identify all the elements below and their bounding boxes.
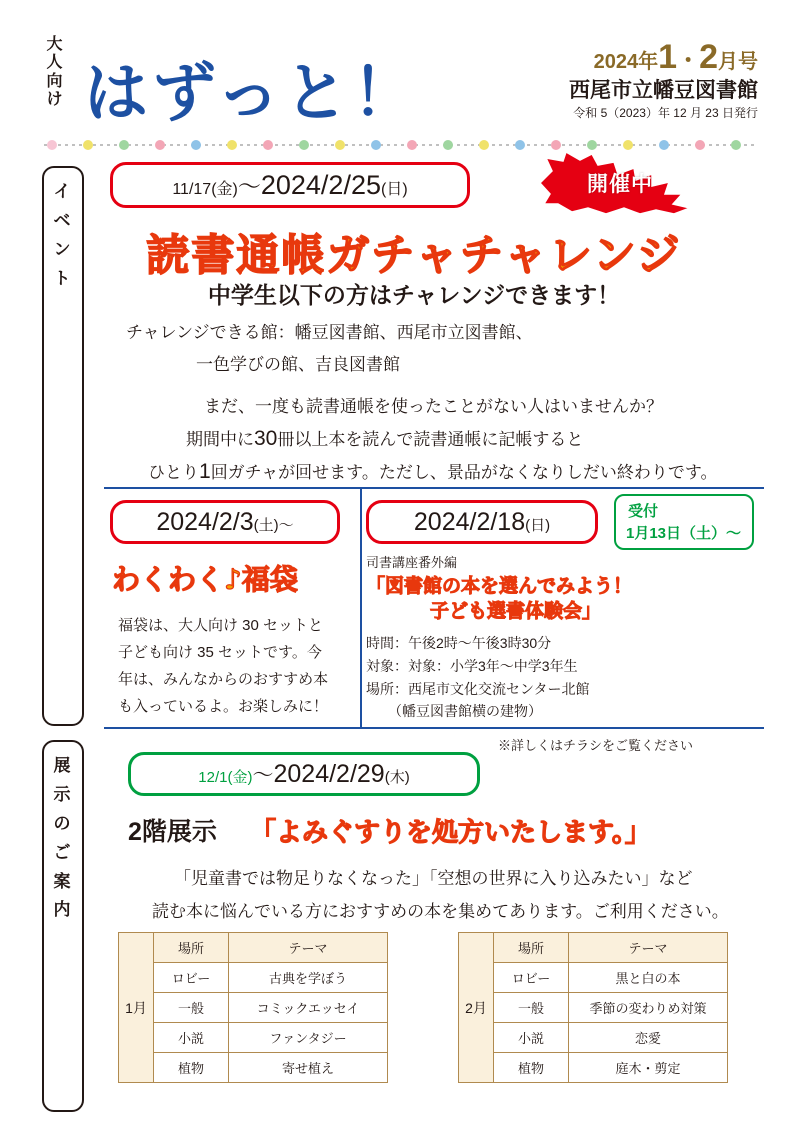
exhibit-wave: 〜	[252, 764, 274, 787]
exhibit-date-from: 12/1	[198, 769, 228, 786]
sensho-place: 場所：西尾市文化交流センター北館	[366, 681, 590, 697]
issue-year: 2024	[593, 51, 639, 73]
gacha-line-5b: 回ガチャが回せます。ただし、景品がなくなりしだい終わりです。	[210, 463, 718, 482]
reception-box	[614, 494, 754, 550]
section-tab-event	[42, 166, 84, 726]
exhibit-line-1: 「児童書では物足りなくなった」「空想の世界に入り込みたい」など	[174, 869, 693, 888]
table-row	[459, 1053, 728, 1083]
masthead-title	[84, 42, 420, 134]
table-col-place: 場所	[494, 933, 569, 963]
ongoing-badge	[536, 152, 704, 214]
table-cell-theme: 恋愛	[569, 1023, 728, 1053]
fukubukuro-line-1: 福袋は、大人向け 30 セットと	[118, 617, 324, 634]
gacha-period-wave: 〜	[237, 173, 261, 199]
masthead-text: はずっと！	[84, 57, 421, 131]
table-cell-place: 植物	[494, 1053, 569, 1083]
table-cell-place: ロビー	[154, 963, 229, 993]
gacha-period-from-day: (金)	[211, 181, 238, 198]
section-tab-exhibit	[42, 740, 84, 1112]
table-row	[119, 1053, 388, 1083]
publish-date: 令和 5（2023）年 12 月 23 日発行	[573, 106, 758, 120]
table-cell-theme: ファンタジー	[229, 1023, 388, 1053]
fukubukuro-line-3: 年は、みんなからのおすすめ本	[118, 671, 329, 688]
exhibit-table-january	[118, 932, 388, 1083]
exhibit-period-box	[128, 752, 480, 796]
gacha-line-5	[148, 458, 717, 484]
sensho-date: 2024/2/18	[413, 508, 526, 536]
fukubukuro-date-day: (土)〜	[253, 517, 294, 534]
fukubukuro-line-4: も入っているよ。お楽しみに！	[118, 698, 329, 715]
table-cell-place: 植物	[154, 1053, 229, 1083]
table-col-place: 場所	[154, 933, 229, 963]
exhibit-title: 「よみぐすりを処方いたします。」	[250, 818, 651, 848]
table-col-theme: テーマ	[229, 933, 388, 963]
table-cell-theme: 古典を学ぼう	[229, 963, 388, 993]
bead-divider	[44, 138, 758, 152]
table-header-row	[459, 933, 728, 963]
table-cell-place: ロビー	[494, 963, 569, 993]
gacha-book-count: 30	[254, 427, 278, 450]
table-col-theme: テーマ	[569, 933, 728, 963]
gacha-period-to: 2024/2/25	[260, 170, 381, 200]
fukubukuro-date-box	[110, 500, 340, 544]
sensho-date-box	[366, 500, 598, 544]
table-cell-theme: コミックエッセイ	[229, 993, 388, 1023]
sensho-time: 時間：午後2時〜午後3時30分	[366, 635, 552, 651]
exhibit-date-from-day: (金)	[227, 769, 253, 786]
section-tab-event-label: イ ベ ン ト	[53, 182, 73, 288]
table-month-label: 1月	[119, 933, 154, 1083]
exhibit-table-february	[458, 932, 728, 1083]
table-cell-place: 一般	[154, 993, 229, 1023]
gacha-period-to-day: (日)	[380, 181, 408, 198]
exhibit-date-to-day: (木)	[384, 769, 410, 786]
table-row	[459, 993, 728, 1023]
issue-month-2: 2	[699, 38, 718, 76]
exhibit-floor-label: 2階展示	[128, 818, 217, 846]
issue-year-suffix: 年	[638, 51, 659, 73]
sensho-title-line-2: 子ども選書体験会」	[430, 600, 602, 622]
exhibit-line-2: 読む本に悩んでいる方におすすめの本を集めてあります。ご利用ください。	[152, 902, 729, 921]
reception-date: 1月13日（土）〜	[626, 525, 742, 542]
gacha-play-count: 1	[199, 460, 211, 483]
fukubukuro-date: 2024/2/3	[156, 508, 254, 536]
gacha-period-box	[110, 162, 470, 208]
audience-label: 大人向け	[46, 36, 64, 109]
exhibit-date-to: 2024/2/29	[273, 760, 385, 788]
sensho-target: 対象：対象：小学3年〜中学3年生	[366, 658, 578, 674]
table-cell-place: 一般	[494, 993, 569, 1023]
divider-vertical	[360, 489, 362, 727]
gacha-line-4a: 期間中に	[186, 430, 254, 449]
issue-line	[594, 38, 758, 77]
section-tab-exhibit-label: 展 示 の ご 案 内	[53, 756, 73, 920]
sensho-pretitle: 司書講座番外編	[366, 555, 458, 570]
sensho-place-detail: （幡豆図書館横の建物）	[388, 703, 542, 719]
fukubukuro-line-2: 子ども向け 35 セットです。今	[118, 644, 322, 661]
reception-label: 受付	[628, 503, 659, 520]
gacha-title: 読書通帳ガチャチャレンジ	[146, 231, 682, 281]
table-cell-theme: 庭木・剪定	[569, 1053, 728, 1083]
table-cell-theme: 寄せ植え	[229, 1053, 388, 1083]
table-row	[459, 963, 728, 993]
sensho-title-line-1: 「図書館の本を選んでみよう！	[366, 575, 633, 597]
divider-bottom	[104, 727, 764, 729]
divider-top	[104, 487, 764, 489]
table-cell-place: 小説	[154, 1023, 229, 1053]
table-cell-theme: 季節の変わりめ対策	[569, 993, 728, 1023]
gacha-line-2: 一色学びの館、吉良図書館	[196, 355, 400, 374]
table-row	[119, 963, 388, 993]
gacha-line-4b: 冊以上本を読んで読書通帳に記帳すると	[277, 430, 584, 449]
table-cell-theme: 黒と白の本	[569, 963, 728, 993]
gacha-line-1: チャレンジできる館：幡豆図書館、西尾市立図書館、	[126, 323, 533, 342]
issue-dot: ・	[677, 48, 700, 73]
table-month-label: 2月	[459, 933, 494, 1083]
gacha-period-from: 11/17	[172, 181, 212, 198]
page-header	[0, 0, 800, 130]
table-header-row	[119, 933, 388, 963]
sensho-date-day: (日)	[525, 517, 551, 534]
issue-month-1: 1	[658, 38, 678, 76]
gacha-line-4	[186, 425, 583, 451]
table-row	[119, 1023, 388, 1053]
library-name: 西尾市立幡豆図書館	[569, 79, 758, 102]
gacha-line-5a: ひとり	[148, 463, 199, 482]
issue-month-suffix: 月号	[718, 51, 758, 73]
ongoing-badge-label: 開催中	[587, 173, 653, 196]
table-row	[119, 993, 388, 1023]
sensho-note: ※詳しくはチラシをご覧ください	[498, 738, 694, 753]
table-cell-place: 小説	[494, 1023, 569, 1053]
table-row	[459, 1023, 728, 1053]
gacha-line-3: まだ、一度も読書通帳を使ったことがない人はいませんか？	[204, 397, 663, 416]
fukubukuro-title: わくわく♪福袋	[112, 563, 298, 596]
gacha-subtitle: 中学生以下の方はチャレンジできます！	[207, 282, 621, 308]
